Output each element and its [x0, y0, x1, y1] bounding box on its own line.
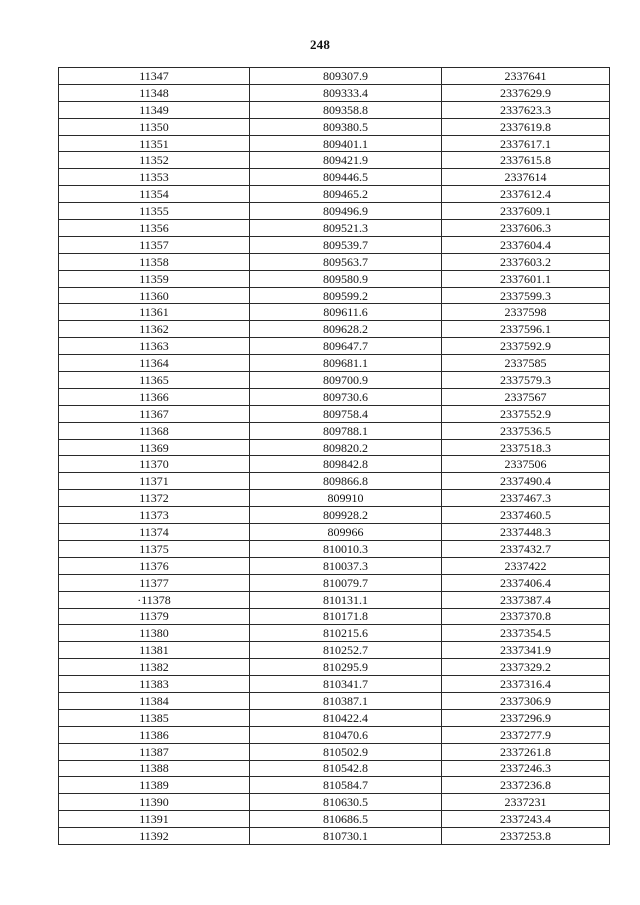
x-coordinate-cell: 809307.9 [250, 68, 442, 85]
table-row [59, 304, 610, 321]
point-number-cell: 11370 [59, 456, 250, 473]
table-row [59, 84, 610, 101]
x-coordinate-cell: 809599.2 [250, 287, 442, 304]
point-number-cell: 11369 [59, 439, 250, 456]
x-coordinate-cell: 809446.5 [250, 169, 442, 186]
y-coordinate-cell: 2337236.8 [442, 777, 610, 794]
table-row [59, 507, 610, 524]
point-number-cell: 11365 [59, 372, 250, 389]
point-number-cell: 11374 [59, 524, 250, 541]
x-coordinate-cell: 809928.2 [250, 507, 442, 524]
x-coordinate-cell: 809421.9 [250, 152, 442, 169]
x-coordinate-cell: 809611.6 [250, 304, 442, 321]
x-coordinate-cell: 810502.9 [250, 743, 442, 760]
x-coordinate-cell: 810079.7 [250, 574, 442, 591]
point-number-cell: 11353 [59, 169, 250, 186]
x-coordinate-cell: 810037.3 [250, 557, 442, 574]
x-coordinate-cell: 810730.1 [250, 828, 442, 845]
table-row [59, 743, 610, 760]
x-coordinate-cell: 809866.8 [250, 473, 442, 490]
table-row [59, 68, 610, 85]
y-coordinate-cell: 2337567 [442, 388, 610, 405]
x-coordinate-cell: 810422.4 [250, 709, 442, 726]
point-number-cell: 11371 [59, 473, 250, 490]
point-number-cell: 11375 [59, 540, 250, 557]
y-coordinate-cell: 2337599.3 [442, 287, 610, 304]
point-number-cell: 11362 [59, 321, 250, 338]
point-number-cell: 11352 [59, 152, 250, 169]
x-coordinate-cell: 809910 [250, 490, 442, 507]
table-row [59, 540, 610, 557]
table-row [59, 777, 610, 794]
table-row [59, 811, 610, 828]
y-coordinate-cell: 2337316.4 [442, 676, 610, 693]
y-coordinate-cell: 2337253.8 [442, 828, 610, 845]
x-coordinate-cell: 810295.9 [250, 659, 442, 676]
point-number-cell: 11363 [59, 338, 250, 355]
table-row [59, 186, 610, 203]
point-number-cell: 11349 [59, 101, 250, 118]
point-number-cell: 11384 [59, 692, 250, 709]
point-number-cell: 11389 [59, 777, 250, 794]
x-coordinate-cell: 809563.7 [250, 253, 442, 270]
table-row [59, 372, 610, 389]
table-row [59, 828, 610, 845]
x-coordinate-cell: 809380.5 [250, 118, 442, 135]
y-coordinate-cell: 2337601.1 [442, 270, 610, 287]
x-coordinate-cell: 809465.2 [250, 186, 442, 203]
point-number-cell: 11386 [59, 726, 250, 743]
point-number-cell: 11372 [59, 490, 250, 507]
x-coordinate-cell: 809730.6 [250, 388, 442, 405]
point-number-cell: 11355 [59, 203, 250, 220]
x-coordinate-cell: 809842.8 [250, 456, 442, 473]
x-coordinate-cell: 809700.9 [250, 372, 442, 389]
table-row [59, 101, 610, 118]
y-coordinate-cell: 2337614 [442, 169, 610, 186]
point-number-cell: 11368 [59, 422, 250, 439]
y-coordinate-cell: 2337467.3 [442, 490, 610, 507]
point-number-cell: 11357 [59, 236, 250, 253]
table-row [59, 118, 610, 135]
point-number-cell: 11382 [59, 659, 250, 676]
point-number-cell: 11390 [59, 794, 250, 811]
table-row [59, 557, 610, 574]
table-row [59, 659, 610, 676]
point-number-cell: 11391 [59, 811, 250, 828]
page-number: 248 [309, 37, 331, 52]
point-number-cell: 11366 [59, 388, 250, 405]
table-row [59, 608, 610, 625]
table-row [59, 338, 610, 355]
point-number-cell: 11358 [59, 253, 250, 270]
table-row [59, 270, 610, 287]
y-coordinate-cell: 2337623.3 [442, 101, 610, 118]
y-coordinate-cell: 2337617.1 [442, 135, 610, 152]
y-coordinate-cell: 2337596.1 [442, 321, 610, 338]
table-row [59, 676, 610, 693]
point-number-cell: 11379 [59, 608, 250, 625]
table-row [59, 794, 610, 811]
y-coordinate-cell: 2337243.4 [442, 811, 610, 828]
table-row [59, 591, 610, 608]
point-number-cell: 11354 [59, 186, 250, 203]
point-number-cell: 11351 [59, 135, 250, 152]
y-coordinate-cell: 2337231 [442, 794, 610, 811]
x-coordinate-cell: 810542.8 [250, 760, 442, 777]
table-row [59, 169, 610, 186]
x-coordinate-cell: 809820.2 [250, 439, 442, 456]
x-coordinate-cell: 810131.1 [250, 591, 442, 608]
point-number-cell: 11387 [59, 743, 250, 760]
x-coordinate-cell: 809647.7 [250, 338, 442, 355]
y-coordinate-cell: 2337341.9 [442, 642, 610, 659]
y-coordinate-cell: 2337296.9 [442, 709, 610, 726]
point-number-cell: 11364 [59, 355, 250, 372]
y-coordinate-cell: 2337592.9 [442, 338, 610, 355]
table-row [59, 574, 610, 591]
point-number-cell: 11356 [59, 220, 250, 237]
table-row [59, 236, 610, 253]
y-coordinate-cell: 2337612.4 [442, 186, 610, 203]
x-coordinate-cell: 810387.1 [250, 692, 442, 709]
point-number-cell: 11380 [59, 625, 250, 642]
y-coordinate-cell: 2337329.2 [442, 659, 610, 676]
y-coordinate-cell: 2337387.4 [442, 591, 610, 608]
x-coordinate-cell: 809358.8 [250, 101, 442, 118]
table-row [59, 220, 610, 237]
x-coordinate-cell: 810252.7 [250, 642, 442, 659]
table-row [59, 287, 610, 304]
x-coordinate-cell: 809521.3 [250, 220, 442, 237]
x-coordinate-cell: 809401.1 [250, 135, 442, 152]
y-coordinate-cell: 2337619.8 [442, 118, 610, 135]
point-number-cell: 11381 [59, 642, 250, 659]
table-row [59, 321, 610, 338]
y-coordinate-cell: 2337406.4 [442, 574, 610, 591]
table-row [59, 709, 610, 726]
y-coordinate-cell: 2337246.3 [442, 760, 610, 777]
table-body [59, 68, 610, 845]
point-number-cell: 11388 [59, 760, 250, 777]
y-coordinate-cell: 2337506 [442, 456, 610, 473]
point-number-cell: 11383 [59, 676, 250, 693]
point-number-cell: ·11378 [59, 591, 250, 608]
x-coordinate-cell: 809788.1 [250, 422, 442, 439]
y-coordinate-cell: 2337518.3 [442, 439, 610, 456]
point-number-cell: 11359 [59, 270, 250, 287]
y-coordinate-cell: 2337598 [442, 304, 610, 321]
y-coordinate-cell: 2337585 [442, 355, 610, 372]
x-coordinate-cell: 810171.8 [250, 608, 442, 625]
y-coordinate-cell: 2337615.8 [442, 152, 610, 169]
y-coordinate-cell: 2337460.5 [442, 507, 610, 524]
y-coordinate-cell: 2337354.5 [442, 625, 610, 642]
table-row [59, 473, 610, 490]
point-number-cell: 11373 [59, 507, 250, 524]
table-row [59, 642, 610, 659]
y-coordinate-cell: 2337606.3 [442, 220, 610, 237]
point-number-cell: 11385 [59, 709, 250, 726]
x-coordinate-cell: 809966 [250, 524, 442, 541]
x-coordinate-cell: 810630.5 [250, 794, 442, 811]
point-number-cell: 11347 [59, 68, 250, 85]
y-coordinate-cell: 2337579.3 [442, 372, 610, 389]
table-row [59, 422, 610, 439]
y-coordinate-cell: 2337536.5 [442, 422, 610, 439]
point-number-cell: 11377 [59, 574, 250, 591]
table-row [59, 152, 610, 169]
table-row [59, 456, 610, 473]
table-row [59, 253, 610, 270]
y-coordinate-cell: 2337641 [442, 68, 610, 85]
y-coordinate-cell: 2337432.7 [442, 540, 610, 557]
y-coordinate-cell: 2337609.1 [442, 203, 610, 220]
x-coordinate-cell: 809539.7 [250, 236, 442, 253]
y-coordinate-cell: 2337552.9 [442, 405, 610, 422]
y-coordinate-cell: 2337370.8 [442, 608, 610, 625]
y-coordinate-cell: 2337422 [442, 557, 610, 574]
x-coordinate-cell: 809681.1 [250, 355, 442, 372]
x-coordinate-cell: 809628.2 [250, 321, 442, 338]
table-row [59, 405, 610, 422]
y-coordinate-cell: 2337603.2 [442, 253, 610, 270]
point-number-cell: 11348 [59, 84, 250, 101]
y-coordinate-cell: 2337277.9 [442, 726, 610, 743]
table-row [59, 439, 610, 456]
table-row [59, 726, 610, 743]
y-coordinate-cell: 2337306.9 [442, 692, 610, 709]
x-coordinate-cell: 810010.3 [250, 540, 442, 557]
point-number-cell: 11376 [59, 557, 250, 574]
table-row [59, 524, 610, 541]
table-row [59, 692, 610, 709]
x-coordinate-cell: 810215.6 [250, 625, 442, 642]
table-row [59, 625, 610, 642]
table-row [59, 135, 610, 152]
x-coordinate-cell: 810470.6 [250, 726, 442, 743]
x-coordinate-cell: 809758.4 [250, 405, 442, 422]
y-coordinate-cell: 2337448.3 [442, 524, 610, 541]
point-number-cell: 11367 [59, 405, 250, 422]
y-coordinate-cell: 2337490.4 [442, 473, 610, 490]
point-number-cell: 11360 [59, 287, 250, 304]
y-coordinate-cell: 2337629.9 [442, 84, 610, 101]
table-row [59, 760, 610, 777]
point-number-cell: 11392 [59, 828, 250, 845]
table-row [59, 388, 610, 405]
x-coordinate-cell: 810341.7 [250, 676, 442, 693]
coordinate-table [58, 67, 610, 845]
x-coordinate-cell: 810686.5 [250, 811, 442, 828]
table-row [59, 490, 610, 507]
x-coordinate-cell: 809580.9 [250, 270, 442, 287]
x-coordinate-cell: 809496.9 [250, 203, 442, 220]
x-coordinate-cell: 809333.4 [250, 84, 442, 101]
point-number-cell: 11350 [59, 118, 250, 135]
y-coordinate-cell: 2337261.8 [442, 743, 610, 760]
x-coordinate-cell: 810584.7 [250, 777, 442, 794]
table-row [59, 203, 610, 220]
table-row [59, 355, 610, 372]
point-number-cell: 11361 [59, 304, 250, 321]
y-coordinate-cell: 2337604.4 [442, 236, 610, 253]
